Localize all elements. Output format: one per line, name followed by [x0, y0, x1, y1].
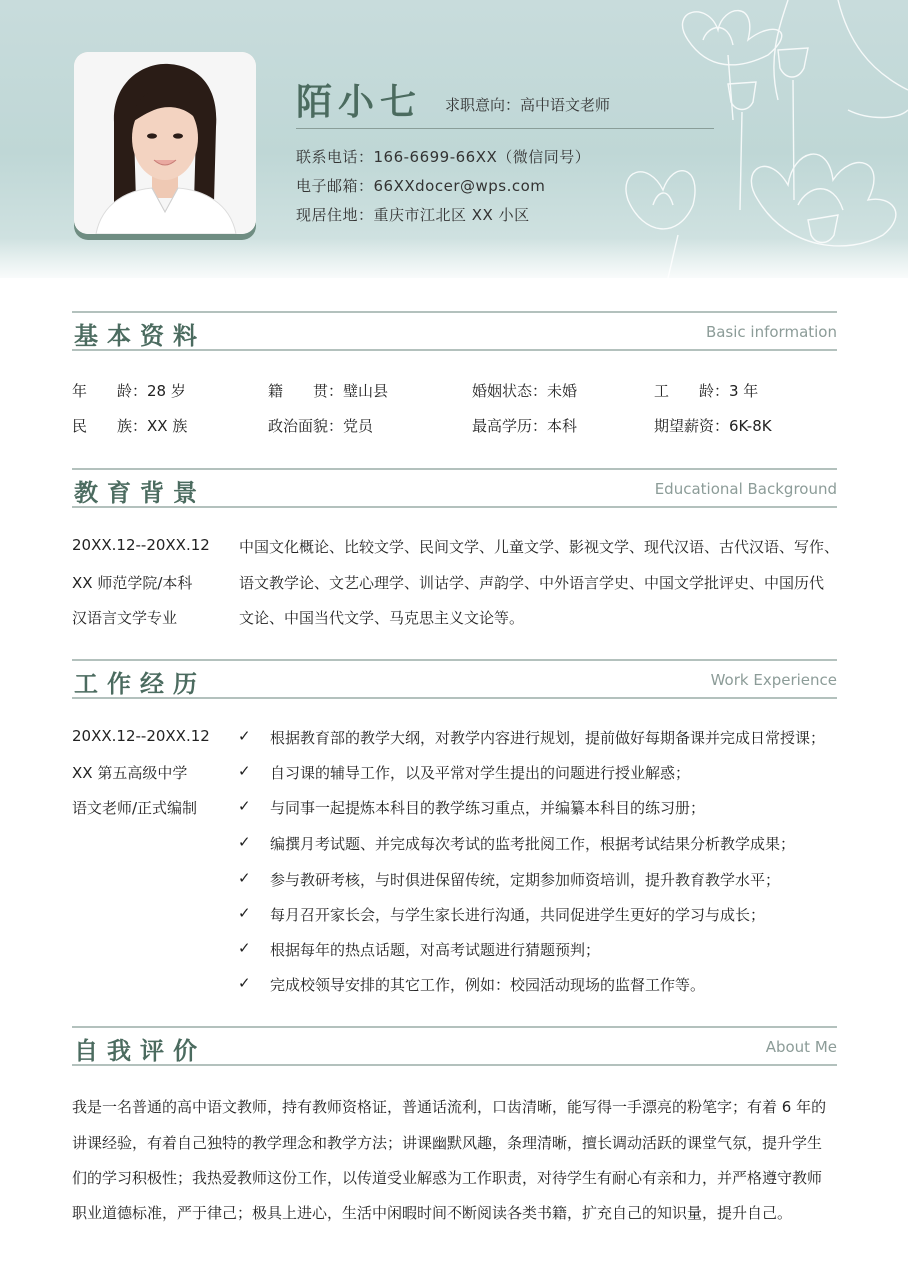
section-title: 教育背景 [74, 478, 206, 507]
checkmark-icon: ✓ [238, 797, 251, 815]
contact-phone: 联系电话：166-6699-66XX（微信同号） [296, 148, 591, 166]
work-duty-item: 与同事一起提炼本科目的教学练习重点，并编纂本科目的练习册； [270, 799, 706, 817]
basic-political-status: 政治面貌：党员 [268, 417, 374, 435]
checkmark-icon: ✓ [238, 904, 251, 922]
section-title: 工作经历 [74, 669, 206, 698]
section-about-header [72, 1026, 837, 1066]
section-english-title: Basic information [705, 323, 837, 341]
header-divider [296, 128, 714, 129]
lotus-decoration [608, 0, 908, 278]
basic-native-place: 籍 贯：璧山县 [268, 382, 389, 400]
header-fade [0, 238, 908, 278]
work-duty-item: 完成校领导安排的其它工作，例如：校园活动现场的监督工作等。 [270, 976, 706, 994]
contact-address: 现居住地：重庆市江北区 XX 小区 [296, 206, 530, 224]
job-intent: 求职意向：高中语文老师 [445, 96, 611, 114]
candidate-name: 陌小七 [296, 81, 423, 123]
education-period: 20XX.12--20XX.12 [72, 536, 210, 554]
work-school: XX 第五高级中学 [72, 764, 188, 782]
education-major: 汉语言文学专业 [72, 609, 178, 627]
basic-degree: 最高学历：本科 [472, 417, 578, 435]
work-period: 20XX.12--20XX.12 [72, 727, 210, 745]
profile-photo [74, 52, 256, 234]
education-school: XX 师范学院/本科 [72, 574, 193, 592]
education-courses-line: 中国文化概论、比较文学、民间文学、儿童文学、影视文学、现代汉语、古代汉语、写作、 [239, 538, 840, 556]
section-title: 基本资料 [74, 321, 206, 350]
basic-salary: 期望薪资：6K-8K [654, 417, 772, 435]
work-duty-item: 编撰月考试题、并完成每次考试的监考批阅工作，根据考试结果分析教学成果； [270, 835, 796, 853]
section-basic-header [72, 311, 837, 351]
work-duty-item: 自习课的辅导工作，以及平常对学生提出的问题进行授业解惑； [270, 764, 691, 782]
section-education-header [72, 468, 837, 508]
work-duty-item: 每月召开家长会，与学生家长进行沟通，共同促进学生更好的学习与成长； [270, 906, 766, 924]
section-english-title: Work Experience [710, 671, 837, 689]
checkmark-icon: ✓ [238, 974, 251, 992]
checkmark-icon: ✓ [238, 869, 251, 887]
basic-work-years: 工 龄：3 年 [654, 382, 759, 400]
work-duty-item: 根据每年的热点话题，对高考试题进行猜题预判； [270, 941, 601, 959]
about-paragraph-line: 讲课经验，有着自己独特的教学理念和教学方法；讲课幽默风趣，条理清晰，擅长调动活跃的课堂气氛，提升学生 [72, 1134, 823, 1152]
checkmark-icon: ✓ [238, 939, 251, 957]
about-paragraph-line: 我是一名普通的高中语文教师，持有教师资格证，普通话流利，口齿清晰，能写得一手漂亮的粉笔字；有着 6 年的 [72, 1098, 827, 1116]
checkmark-icon: ✓ [238, 727, 251, 745]
checkmark-icon: ✓ [238, 762, 251, 780]
about-paragraph-line: 职业道德标准，严于律己；极具上进心，生活中闲暇时间不断阅读各类书籍，扩充自己的知识量，提升自己。 [72, 1204, 793, 1222]
basic-age: 年 龄：28 岁 [72, 382, 186, 400]
education-courses-line: 语文教学论、文艺心理学、训诂学、声韵学、中外语言学史、中国文学批评史、中国历代 [239, 574, 825, 592]
about-paragraph-line: 们的学习积极性；我热爱教师这份工作，以传道受业解惑为工作职责，对待学生有耐心有亲和力，并严格遵守教师 [72, 1169, 823, 1187]
section-english-title: Educational Background [654, 480, 837, 498]
work-duty-item: 根据教育部的教学大纲，对教学内容进行规划，提前做好每期备课并完成日常授课； [270, 729, 826, 747]
work-position: 语文老师/正式编制 [72, 799, 198, 817]
education-courses-line: 文论、中国当代文学、马克思主义文论等。 [239, 609, 525, 627]
basic-ethnicity: 民 族：XX 族 [72, 417, 188, 435]
section-english-title: About Me [765, 1038, 837, 1056]
contact-email: 电子邮箱：66XXdocer@wps.com [296, 177, 546, 195]
basic-marital-status: 婚姻状态：未婚 [472, 382, 578, 400]
checkmark-icon: ✓ [238, 833, 251, 851]
section-title: 自我评价 [74, 1036, 206, 1065]
work-duty-item: 参与教研考核，与时俱进保留传统，定期参加师资培训，提升教育教学水平； [270, 871, 781, 889]
section-work-header [72, 659, 837, 699]
